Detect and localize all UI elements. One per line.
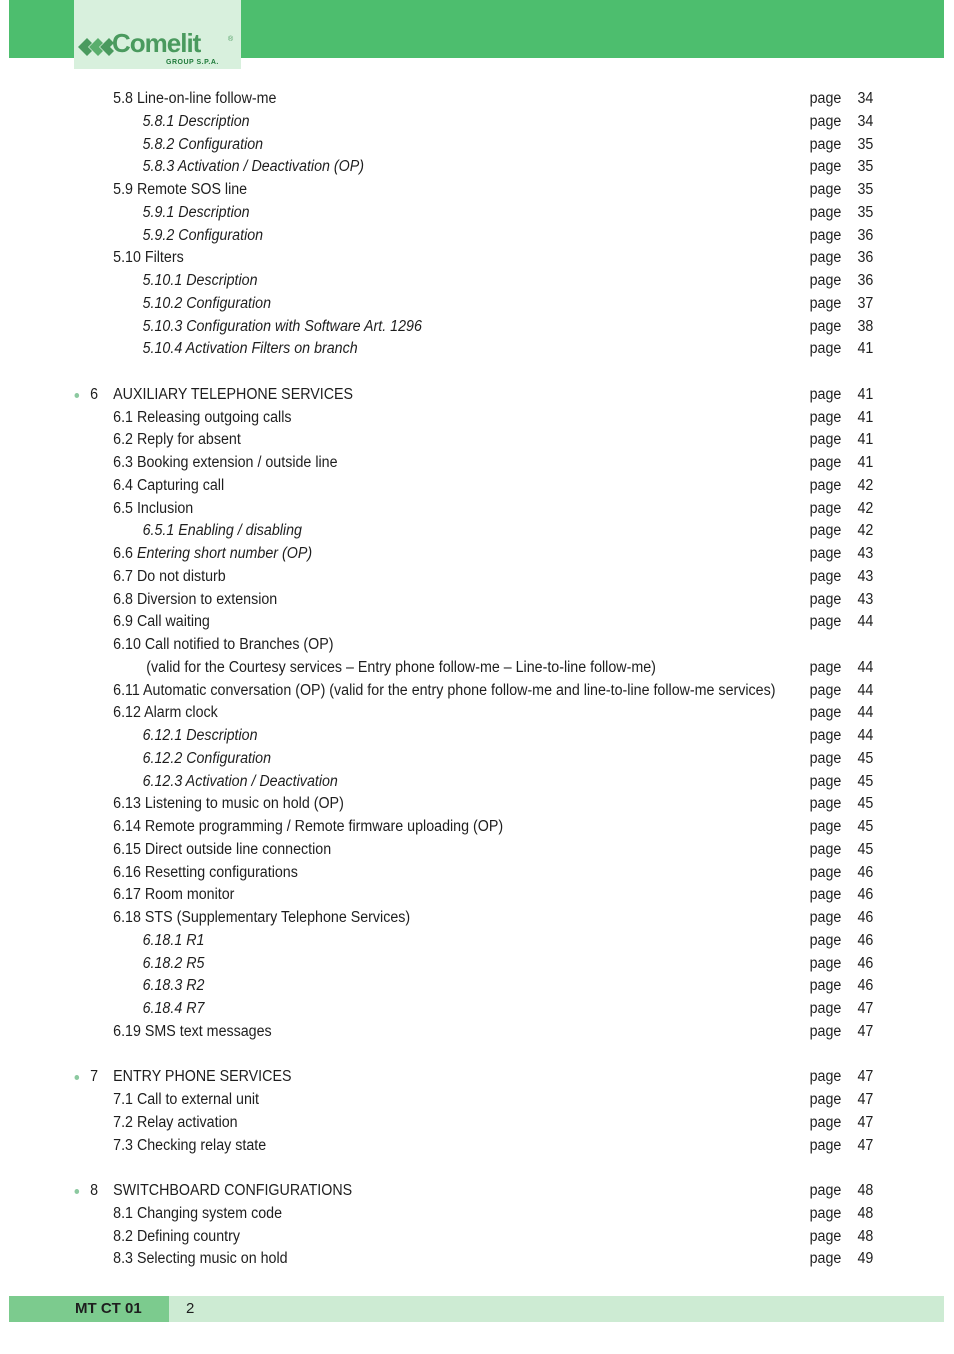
page-label: page <box>809 203 842 221</box>
bullet-icon <box>75 1075 80 1080</box>
page-label: page <box>809 909 842 926</box>
toc-entry-row[interactable] <box>0 156 878 178</box>
toc-entry-row[interactable] <box>0 270 878 292</box>
toc-entry-row[interactable] <box>0 1135 878 1157</box>
toc-page-number: 47 <box>857 1068 874 1086</box>
toc-entry-row[interactable] <box>0 975 878 997</box>
page-label: page <box>809 1000 842 1017</box>
page-label: page <box>809 931 842 949</box>
toc-entry-title: 5.10.1 Description <box>142 272 258 289</box>
toc-entry-title: 6.1 Releasing outgoing calls <box>113 408 292 426</box>
toc-entry-row[interactable] <box>0 953 878 975</box>
toc-page-number: 35 <box>857 158 874 176</box>
toc-page-number: 44 <box>857 704 874 722</box>
toc-page-number: 47 <box>857 1000 874 1017</box>
page-label: page <box>809 90 842 107</box>
toc-entry-title: 5.10 Filters <box>113 249 184 267</box>
toc-page-number: 42 <box>857 499 874 517</box>
toc-entry-row[interactable] <box>0 179 878 201</box>
toc-entry-title: SWITCHBOARD CONFIGURATIONS <box>113 1182 353 1199</box>
toc-entry-row[interactable] <box>0 589 878 611</box>
toc-entry-row[interactable] <box>0 407 878 429</box>
page-label: page <box>809 954 842 972</box>
toc-entry-title: ENTRY PHONE SERVICES <box>113 1068 292 1086</box>
toc-page-number: 36 <box>857 249 874 267</box>
page-label: page <box>809 1227 842 1245</box>
toc-page-number: 44 <box>857 658 874 676</box>
toc-page-number: 45 <box>857 795 874 813</box>
toc-entry-title: 6.15 Direct outside line connection <box>113 840 332 858</box>
toc-entry-row[interactable] <box>0 725 878 747</box>
page-label: page <box>809 1091 842 1108</box>
toc-entry-title: 6.18.1 R1 <box>142 931 205 949</box>
toc-page-number: 46 <box>857 977 874 995</box>
toc-page-number: 42 <box>857 522 874 540</box>
toc-entry-title: 5.8.3 Activation / Deactivation (OP) <box>142 158 365 176</box>
toc-page-number: 44 <box>857 681 874 699</box>
toc-page-number: 49 <box>857 1250 874 1268</box>
page-label: page <box>809 681 842 699</box>
toc-page-number: 35 <box>857 181 874 198</box>
toc-page-number: 44 <box>857 613 874 631</box>
page-label: page <box>809 454 842 471</box>
toc-entry-title: 8.1 Changing system code <box>113 1204 283 1222</box>
toc-page-number: 44 <box>857 727 874 744</box>
toc-entry-row[interactable] <box>0 748 878 770</box>
page-label: page <box>809 1022 842 1040</box>
toc-entry-row[interactable] <box>0 884 878 906</box>
toc-entry-title: 5.10.3 Configuration with Software Art. 1296 <box>142 317 422 335</box>
toc-entry-title: 7.1 Call to external unit <box>113 1091 260 1108</box>
toc-entry-title: 5.8.1 Description <box>142 112 250 130</box>
brand-subtitle: GROUP S.P.A. <box>166 59 219 66</box>
toc-entry-title: (valid for the Courtesy services – Entry phone follow-me – Line-to-line follow-me) <box>146 658 656 676</box>
page-label: page <box>809 408 842 426</box>
toc-page-number: 42 <box>857 476 874 494</box>
page-label: page <box>809 181 842 198</box>
chapter-number: 8 <box>90 1182 99 1199</box>
toc-entry-row[interactable] <box>0 839 878 861</box>
chapter-number: 7 <box>90 1068 99 1086</box>
document-code: MT CT 01 <box>75 1300 142 1317</box>
toc-entry-row[interactable] <box>0 316 878 338</box>
toc-entry-row[interactable] <box>0 611 878 633</box>
toc-page-number: 47 <box>857 1136 874 1154</box>
page-label: page <box>809 1113 842 1131</box>
toc-entry-title: 6.12 Alarm clock <box>113 704 218 722</box>
comelit-logo-icon <box>78 34 114 60</box>
toc-page-number: 43 <box>857 545 874 562</box>
toc-entry-row[interactable] <box>0 134 878 156</box>
toc-page-number: 35 <box>857 203 874 221</box>
toc-entry-row[interactable] <box>0 566 878 588</box>
toc-page-number: 46 <box>857 863 874 881</box>
toc-chapter-row[interactable] <box>0 1180 878 1202</box>
toc-entry-title: 6.6 Entering short number (OP) <box>113 545 313 562</box>
toc-entry-title: 6.17 Room monitor <box>113 886 235 904</box>
toc-page-number: 41 <box>857 340 874 358</box>
page-label: page <box>809 1068 842 1086</box>
toc-entry-title: 6.8 Diversion to extension <box>113 590 278 608</box>
page-label: page <box>809 658 842 676</box>
toc-page-number: 48 <box>857 1227 874 1245</box>
toc-chapter-row[interactable] <box>0 1066 878 1088</box>
page-label: page <box>809 567 842 585</box>
page-label: page <box>809 272 842 289</box>
toc-entry-row[interactable] <box>0 680 878 702</box>
toc-entry-title: 6.18.2 R5 <box>142 954 205 972</box>
toc-entry-title: 5.10.4 Activation Filters on branch <box>142 340 358 358</box>
page-label: page <box>809 704 842 722</box>
page-label: page <box>809 522 842 540</box>
toc-entry-row[interactable] <box>0 1226 878 1248</box>
toc-entry-row[interactable] <box>0 1021 878 1043</box>
toc-entry-title: 6.10 Call notified to Branches (OP) <box>113 636 334 653</box>
toc-page-number: 34 <box>857 90 874 107</box>
toc-entry-title: 6.4 Capturing call <box>113 476 225 494</box>
toc-page-number: 38 <box>857 317 874 335</box>
toc-page-number: 46 <box>857 909 874 926</box>
toc-entry-row[interactable] <box>0 1112 878 1134</box>
toc-entry-row[interactable] <box>0 930 878 952</box>
page-label: page <box>809 340 842 358</box>
toc-entry-row[interactable] <box>0 225 878 247</box>
toc-entry-row[interactable] <box>0 338 878 360</box>
toc-page-number: 46 <box>857 931 874 949</box>
toc-entry-row[interactable] <box>0 452 878 474</box>
toc-entry-title: 8.2 Defining country <box>113 1227 240 1245</box>
toc-entry-title: 6.12.1 Description <box>142 727 258 744</box>
toc-entry-row[interactable] <box>0 634 878 656</box>
toc-entry-row[interactable] <box>0 1203 878 1225</box>
page-label: page <box>809 840 842 858</box>
toc-entry-row[interactable] <box>0 657 878 679</box>
toc-entry-row[interactable] <box>0 498 878 520</box>
toc-entry-title: 6.12.3 Activation / Deactivation <box>142 772 338 790</box>
toc-page-number: 34 <box>857 112 874 130</box>
page-label: page <box>809 112 842 130</box>
toc-entry-row[interactable] <box>0 793 878 815</box>
toc-entry-title: 6.12.2 Configuration <box>142 749 272 767</box>
page-label: page <box>809 886 842 904</box>
page-label: page <box>809 385 842 403</box>
toc-page-number: 41 <box>857 454 874 471</box>
toc-entry-row[interactable] <box>0 293 878 315</box>
page-label: page <box>809 1250 842 1268</box>
toc-entry-title: 8.3 Selecting music on hold <box>113 1250 288 1268</box>
toc-entry-title: 6.3 Booking extension / outside line <box>113 454 338 471</box>
page-label: page <box>809 590 842 608</box>
toc-entry-title: 7.3 Checking relay state <box>113 1136 267 1154</box>
toc-entry-row[interactable] <box>0 111 878 133</box>
page-label: page <box>809 135 842 153</box>
page-label: page <box>809 431 842 449</box>
toc-page-number: 45 <box>857 749 874 767</box>
page-label: page <box>809 795 842 813</box>
toc-entry-title: 6.5 Inclusion <box>113 499 194 517</box>
brand-registered-mark: ® <box>228 36 234 43</box>
toc-page-number: 37 <box>857 294 874 312</box>
toc-entry-row[interactable] <box>0 907 878 929</box>
page-label: page <box>809 977 842 995</box>
page-label: page <box>809 1136 842 1154</box>
page-label: page <box>809 249 842 267</box>
toc-entry-title: 6.11 Automatic conversation (OP) (valid for the entry phone follow-me and line-to-line follow-me services) <box>113 681 776 699</box>
toc-entry-row[interactable] <box>0 1248 878 1270</box>
toc-page-number: 41 <box>857 385 874 403</box>
toc-entry-row[interactable] <box>0 1089 878 1111</box>
toc-page-number: 48 <box>857 1204 874 1222</box>
toc-entry-title: 6.5.1 Enabling / disabling <box>142 522 302 540</box>
toc-entry-row[interactable] <box>0 862 878 884</box>
toc-page-number: 43 <box>857 590 874 608</box>
toc-entry-row[interactable] <box>0 771 878 793</box>
toc-entry-title: 7.2 Relay activation <box>113 1113 238 1131</box>
toc-chapter-row[interactable] <box>0 384 878 406</box>
page-label: page <box>809 772 842 790</box>
toc-entry-title: 6.9 Call waiting <box>113 613 210 631</box>
toc-entry-title: 5.8.2 Configuration <box>142 135 264 153</box>
toc-entry-row[interactable] <box>0 247 878 269</box>
page-label: page <box>809 158 842 176</box>
page-number: 2 <box>186 1300 195 1317</box>
toc-entry-title: 6.16 Resetting configurations <box>113 863 298 881</box>
toc-entry-row[interactable] <box>0 543 878 565</box>
chapter-number: 6 <box>90 385 99 403</box>
toc-entry-title: 6.13 Listening to music on hold (OP) <box>113 795 344 813</box>
toc-entry-title: 6.2 Reply for absent <box>113 431 241 449</box>
page-label: page <box>809 317 842 335</box>
toc-page-number: 41 <box>857 431 874 449</box>
toc-entry-row[interactable] <box>0 475 878 497</box>
toc-entry-title: AUXILIARY TELEPHONE SERVICES <box>113 385 354 403</box>
brand-name: Comelit <box>112 28 201 58</box>
page-label: page <box>809 545 842 562</box>
toc-entry-title: 6.18 STS (Supplementary Telephone Services) <box>113 909 411 926</box>
toc-entry-row[interactable] <box>0 429 878 451</box>
toc-page-number: 47 <box>857 1091 874 1108</box>
toc-page-number: 36 <box>857 226 874 244</box>
toc-page-number: 46 <box>857 886 874 904</box>
toc-entry-title: 5.9 Remote SOS line <box>113 181 248 198</box>
page-label: page <box>809 727 842 744</box>
toc-entry-title: 5.10.2 Configuration <box>142 294 272 312</box>
toc-page-number: 45 <box>857 840 874 858</box>
toc-page-number: 35 <box>857 135 874 153</box>
toc-page-number: 48 <box>857 1182 874 1199</box>
page-label: page <box>809 1204 842 1222</box>
toc-page-number: 47 <box>857 1113 874 1131</box>
toc-entry-title: 5.9.2 Configuration <box>142 226 264 244</box>
toc-page-number: 47 <box>857 1022 874 1040</box>
bullet-icon <box>75 393 80 398</box>
toc-entry-title: 5.9.1 Description <box>142 203 250 221</box>
page-label: page <box>809 499 842 517</box>
toc-page-number: 43 <box>857 567 874 585</box>
page-label: page <box>809 294 842 312</box>
page-label: page <box>809 226 842 244</box>
toc-entry-row[interactable] <box>0 816 878 838</box>
toc-entry-title: 6.18.3 R2 <box>142 977 205 995</box>
page-label: page <box>809 1182 842 1199</box>
logo-area <box>74 0 241 69</box>
page-label: page <box>809 476 842 494</box>
toc-entry-row[interactable] <box>0 702 878 724</box>
toc-page-number: 36 <box>857 272 874 289</box>
bullet-icon <box>75 1189 80 1194</box>
page-label: page <box>809 613 842 631</box>
toc-entry-title: 6.7 Do not disturb <box>113 567 226 585</box>
toc-entry-title: 5.8 Line-on-line follow-me <box>113 90 277 107</box>
toc-entry-row[interactable] <box>0 88 878 110</box>
toc-entry-title: 6.19 SMS text messages <box>113 1022 272 1040</box>
toc-page-number: 45 <box>857 818 874 835</box>
toc-entry-title: 6.14 Remote programming / Remote firmware uploading (OP) <box>113 818 504 835</box>
page-label: page <box>809 749 842 767</box>
page-label: page <box>809 818 842 835</box>
toc-entry-row[interactable] <box>0 520 878 542</box>
toc-page-number: 45 <box>857 772 874 790</box>
toc-entry-title: 6.18.4 R7 <box>142 1000 205 1017</box>
toc-page-number: 41 <box>857 408 874 426</box>
toc-entry-row[interactable] <box>0 202 878 224</box>
toc-page-number: 46 <box>857 954 874 972</box>
toc-entry-row[interactable] <box>0 998 878 1020</box>
page-label: page <box>809 863 842 881</box>
